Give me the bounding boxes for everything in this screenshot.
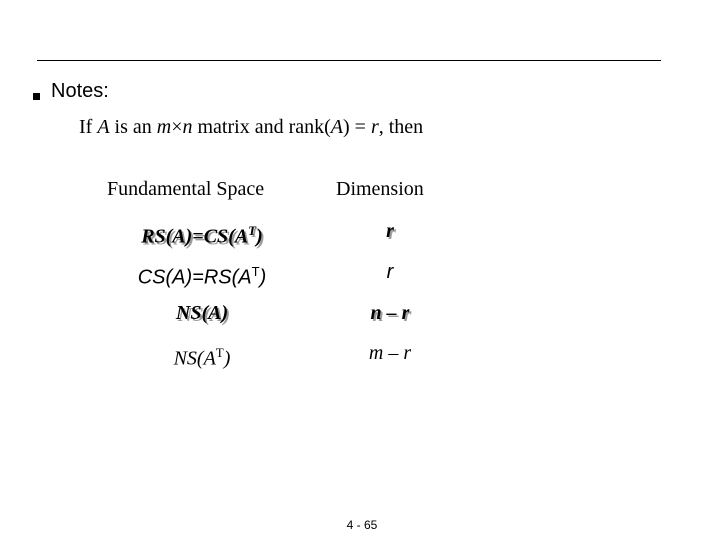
intro-is-an: is an <box>109 116 157 138</box>
intro-if: If <box>79 116 98 138</box>
row-2-transpose-sup: T <box>251 264 260 279</box>
row-1-dimension: r <box>386 220 394 242</box>
row-4-dimension: m – r <box>368 342 412 364</box>
intro-var-m: m <box>156 116 172 138</box>
column-header-dimension: Dimension <box>336 178 424 200</box>
intro-var-n: n <box>182 116 193 138</box>
row-3-space: NS(A) <box>175 302 229 324</box>
intro-var-a2: A <box>330 116 343 138</box>
intro-var-a: A <box>97 116 110 138</box>
intro-times: × <box>171 116 183 138</box>
top-divider-rule <box>37 60 661 61</box>
column-header-fundamental-space: Fundamental Space <box>107 178 265 200</box>
intro-equals: ) = <box>343 116 371 138</box>
row-2-dimension: r <box>386 261 394 283</box>
intro-matrix-and-rank: matrix and rank( <box>192 116 331 138</box>
intro-text <box>79 114 423 140</box>
notes-heading: Notes: <box>51 80 109 102</box>
intro-var-r: r <box>370 116 379 138</box>
square-bullet-icon <box>33 93 40 100</box>
page-number: 4 - 65 <box>346 518 378 532</box>
row-3-dimension: n – r <box>370 302 410 324</box>
row-2-space: $CS(A)=RS(A^T)$ <box>137 264 267 289</box>
row-1-transpose-sup: T <box>248 223 257 238</box>
row-4-transpose-sup: T <box>215 345 224 360</box>
intro-then: , then <box>378 116 424 138</box>
row-4-space: $NS(A^T)$ <box>173 345 231 370</box>
row-1-space: $RS(A)=CS(A^T)$ <box>141 223 263 248</box>
